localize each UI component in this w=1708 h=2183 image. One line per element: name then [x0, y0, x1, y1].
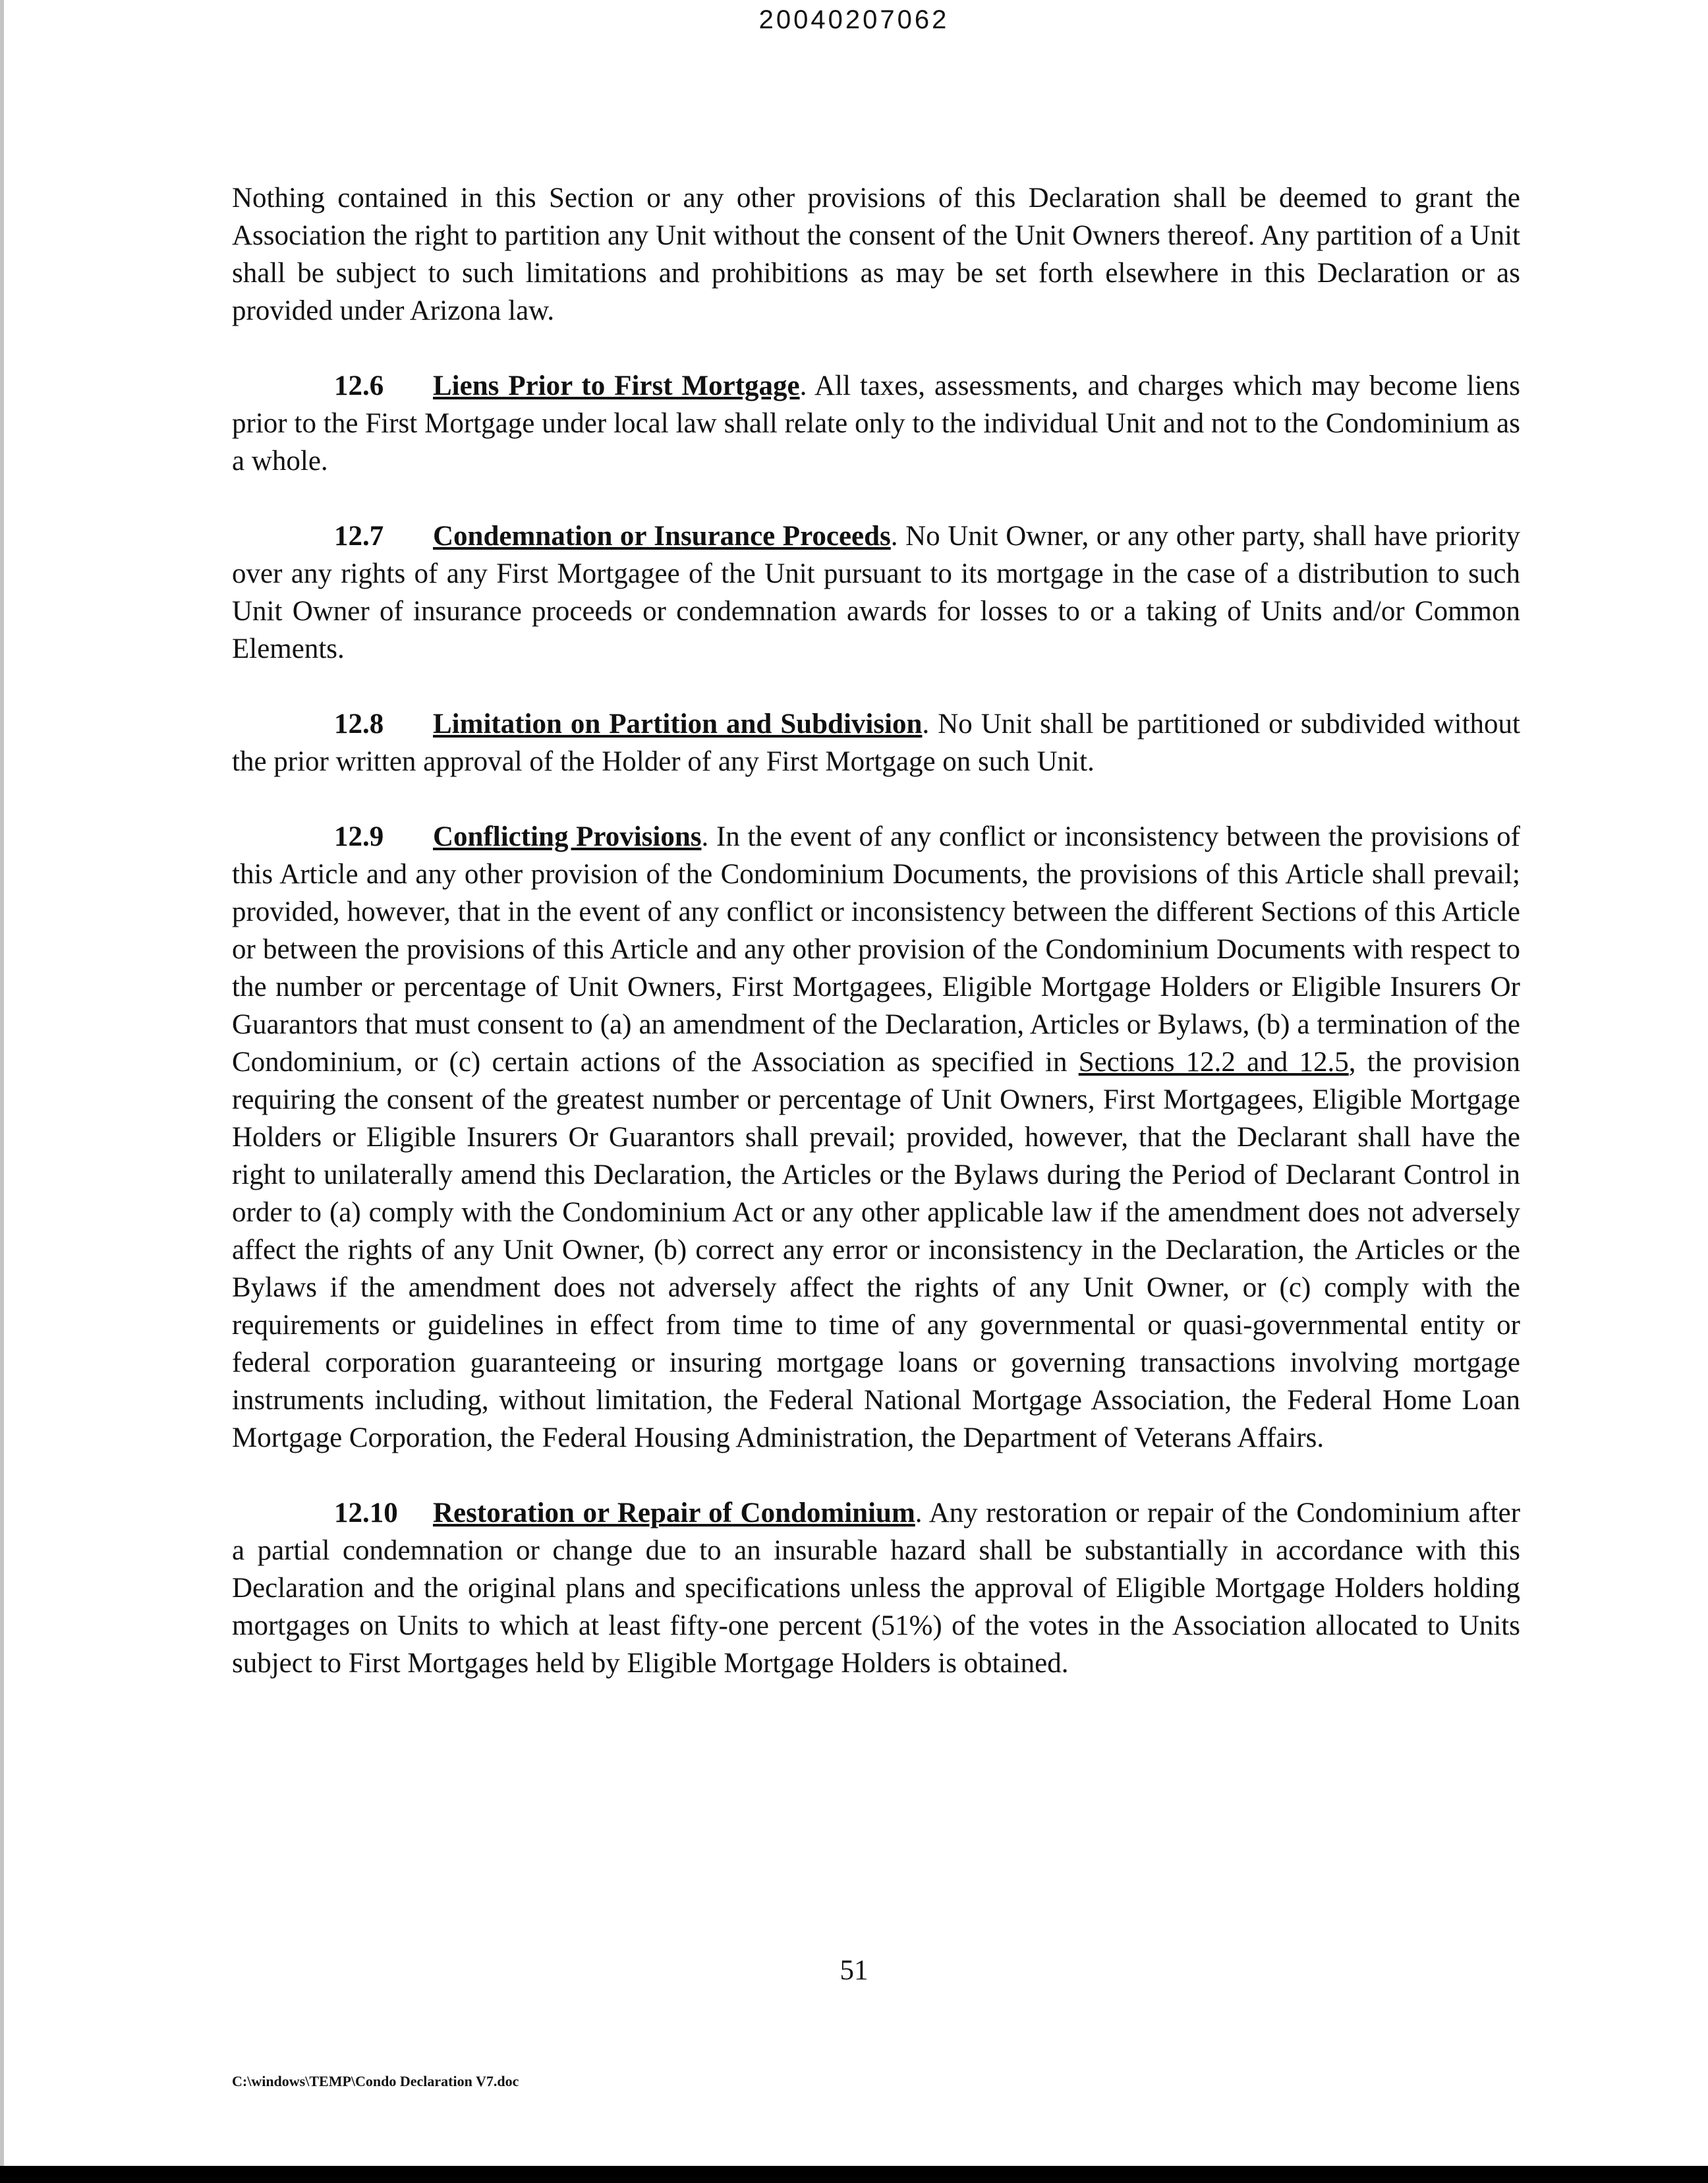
section-cross-reference: Sections 12.2 and 12.5 — [1078, 1047, 1349, 1078]
section-12-9 — [232, 818, 1520, 1457]
document-body — [232, 179, 1520, 1720]
section-title: Liens Prior to First Mortgage — [433, 370, 800, 401]
section-text: . No Unit Owner, or any other party, shall have priority over any rights of any First Mortgagee of the Unit pursuant to its mortgage in the case of a distribution to such Unit Owner of insurance proceeds or condemnation awards for losses to or a taking of Units and/or Common Elements. — [232, 521, 1521, 664]
section-title: Limitation on Partition and Subdivision — [433, 709, 923, 740]
section-number: 12.9 — [334, 821, 384, 852]
section-text-after: , the provision requiring the consent of the greatest number or percentage of Unit Owners, First Mortgagees, Eligible Mortgage Holders or Eligible Insurers Or Guarantors shall prevail; provided, however, that the Declarant shall have the right to unilaterally amend this Declaration, the Articles or the Bylaws during the Period of Declarant Control in order to (a) comply with the Condominium Act or any other applicable law if the amendment does not adversely affect the rights of any Unit Owner, (b) correct any error or inconsistency in the Declaration, the Articles or the Bylaws if the amendment does not adversely affect the rights of any Unit Owner, or (c) comply with the requirements or guidelines in effect from time to time of any governmental or quasi-governmental entity or federal corporation guaranteeing or insuring mortgage loans or governing transactions involving mortgage instruments including, without limitation, the Federal National Mortgage Association, the Federal Home Loan Mortgage Corporation, the Federal Housing Administration, the Department of Veterans Affairs. — [232, 1047, 1520, 1453]
section-number: 12.10 — [334, 1498, 398, 1528]
scan-edge-left — [0, 0, 4, 2183]
section-text: . Any restoration or repair of the Condominium after a partial condemnation or change due to an insurable hazard shall be substantially in accordance with this Declaration and the original plans and specifications unless the approval of Eligible Mortgage Holders holding mortgages on Units to which at least fifty-one percent (51%) of the votes in the Association allocated to Units subject to First Mortgages held by Eligible Mortgage Holders is obtained. — [232, 1498, 1521, 1679]
section-title: Restoration or Repair of Condominium — [433, 1498, 915, 1528]
section-title: Conflicting Provisions — [433, 821, 702, 852]
section-12-7 — [232, 517, 1520, 668]
paragraph-intro: Nothing contained in this Section or any other provisions of this Declaration shall be deemed to grant the Association the right to partition any Unit without the consent of the Unit Owners thereof. Any partition of a Unit shall be subject to such limitations and prohibitions as may be set forth elsewhere in this Declaration or as provided under Arizona law. — [232, 183, 1520, 326]
section-text-before: . In the event of any conflict or inconsistency between the provisions of this Article and any other provision of the Condominium Documents, the provisions of this Article shall prevail; provided, however, that in the event of any conflict or inconsistency between the different Sections of this Article or between the provisions of this Article and any other provision of the Condominium Documents with respect to the number or percentage of Unit Owners, First Mortgagees, Eligible Mortgage Holders or Eligible Insurers Or Guarantors that must consent to (a) an amendment of the Declaration, Articles or Bylaws, (b) a termination of the Condominium, or (c) certain actions of the Association as specified in — [232, 821, 1520, 1078]
section-number: 12.6 — [334, 370, 384, 401]
section-text: . All taxes, assessments, and charges which may become liens prior to the First Mortgage under local law shall relate only to the individual Unit and not to the Condominium as a whole. — [232, 370, 1520, 477]
page-number: 51 — [840, 1955, 868, 1986]
section-number: 12.8 — [334, 709, 384, 740]
scan-edge-bottom — [0, 2166, 1708, 2183]
file-path-footer: C:\windows\TEMP\Condo Declaration V7.doc — [232, 2073, 519, 2089]
section-12-10 — [232, 1494, 1520, 1682]
document-recording-number: 20040207062 — [758, 5, 950, 34]
section-text: . No Unit shall be partitioned or subdivided without the prior written approval of the Holder of any First Mortgage on such Unit. — [232, 709, 1520, 777]
section-title: Condemnation or Insurance Proceeds — [433, 521, 891, 552]
section-number: 12.7 — [334, 521, 384, 552]
section-12-8 — [232, 705, 1520, 780]
section-12-6 — [232, 367, 1520, 480]
